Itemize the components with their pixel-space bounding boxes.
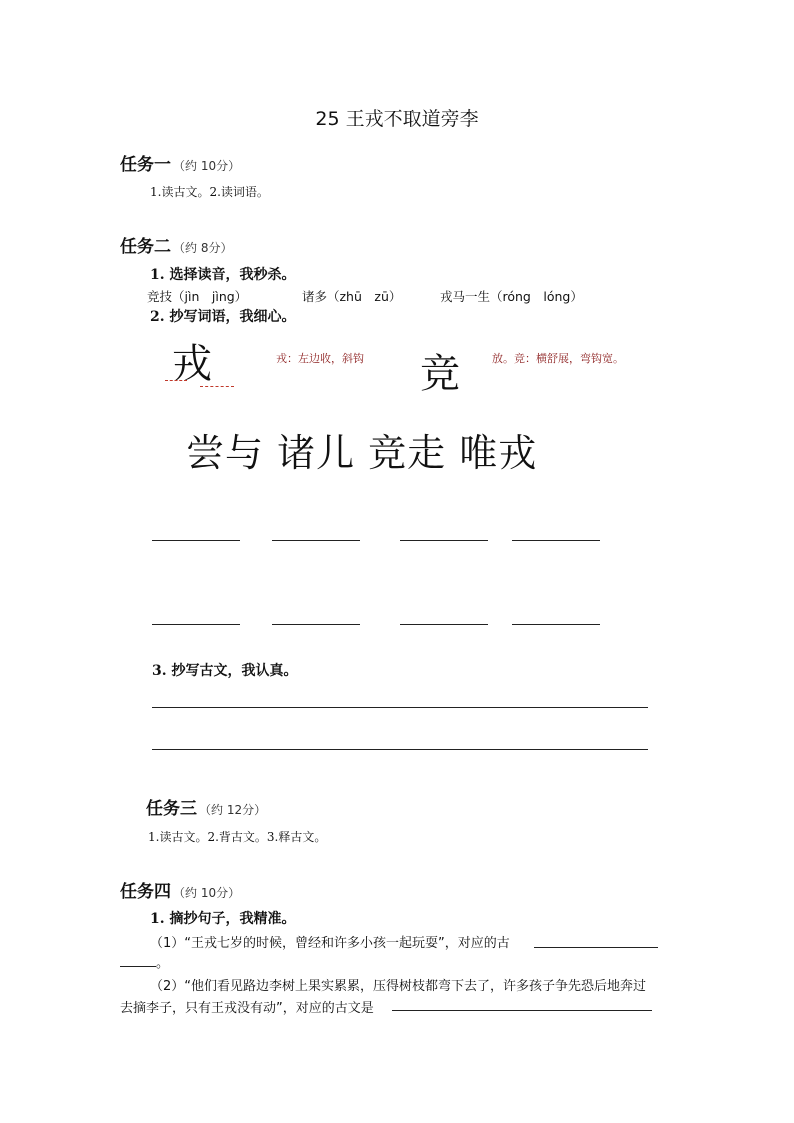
pinyin-item: 诸多（zhū zū） — [302, 289, 402, 304]
question-1-end: 。 — [156, 956, 170, 971]
answer-blank[interactable] — [534, 947, 658, 948]
task1-points: （约 10分） — [173, 159, 241, 173]
task2-sub3: 3. 抄写古文，我认真。 — [152, 663, 298, 679]
task3-title: 任务三 — [146, 799, 197, 819]
copy-line[interactable] — [152, 749, 648, 750]
model-char-jing: 竞 — [420, 351, 460, 397]
task3-heading — [146, 794, 266, 819]
task4-title: 任务四 — [120, 882, 171, 902]
stroke-note-jing: 放。竞：横舒展，弯钩宽。 — [492, 352, 624, 365]
answer-blank[interactable] — [392, 1010, 652, 1011]
task3-points: （约 12分） — [199, 803, 267, 817]
page-title: 25 王戎不取道旁李 — [315, 108, 479, 130]
task2-sub2: 2. 抄写词语，我细心。 — [150, 309, 296, 325]
task1-content: 1.读古文。2.读词语。 — [150, 185, 269, 199]
answer-blank[interactable] — [400, 624, 488, 625]
guide-dash — [165, 380, 187, 381]
answer-blank[interactable] — [400, 540, 488, 541]
task2-title: 任务二 — [120, 237, 171, 257]
answer-blank[interactable] — [512, 540, 600, 541]
task3-content: 1.读古文。2.背古文。3.释古文。 — [148, 830, 327, 844]
answer-blank[interactable] — [272, 540, 360, 541]
task2-points: （约 8分） — [173, 241, 233, 255]
answer-blank[interactable] — [272, 624, 360, 625]
task2-sub1: 1. 选择读音，我秒杀。 — [150, 267, 296, 283]
task4-sub1: 1. 摘抄句子，我精准。 — [150, 911, 296, 927]
pinyin-item: 竞技（jìn jìng） — [147, 289, 248, 304]
answer-blank[interactable] — [512, 624, 600, 625]
question-2-line1: （2）“他们看见路边李树上果实累累，压得树枝都弯下去了，许多孩子争先恐后地奔过 — [150, 979, 647, 994]
task2-heading — [120, 232, 232, 257]
copy-line[interactable] — [152, 707, 648, 708]
pinyin-item: 戎马一生（róng lóng） — [440, 289, 583, 304]
word-list: 尝与 诸儿 竞走 唯戎 — [186, 431, 538, 475]
task1-heading — [120, 150, 240, 175]
guide-dash — [200, 386, 234, 387]
answer-blank[interactable] — [152, 624, 240, 625]
question-2-line2: 去摘李子，只有王戎没有动”，对应的古文是 — [120, 1001, 374, 1016]
task4-heading — [120, 877, 240, 902]
model-char-rong: 戎 — [172, 341, 212, 387]
answer-blank[interactable] — [120, 966, 156, 967]
question-1: （1）“王戎七岁的时候，曾经和许多小孩一起玩耍”，对应的古 — [150, 936, 510, 951]
stroke-note-rong: 戎：左边收，斜钩 — [276, 352, 364, 365]
answer-blank[interactable] — [152, 540, 240, 541]
task4-points: （约 10分） — [173, 886, 241, 900]
task1-title: 任务一 — [120, 155, 171, 175]
